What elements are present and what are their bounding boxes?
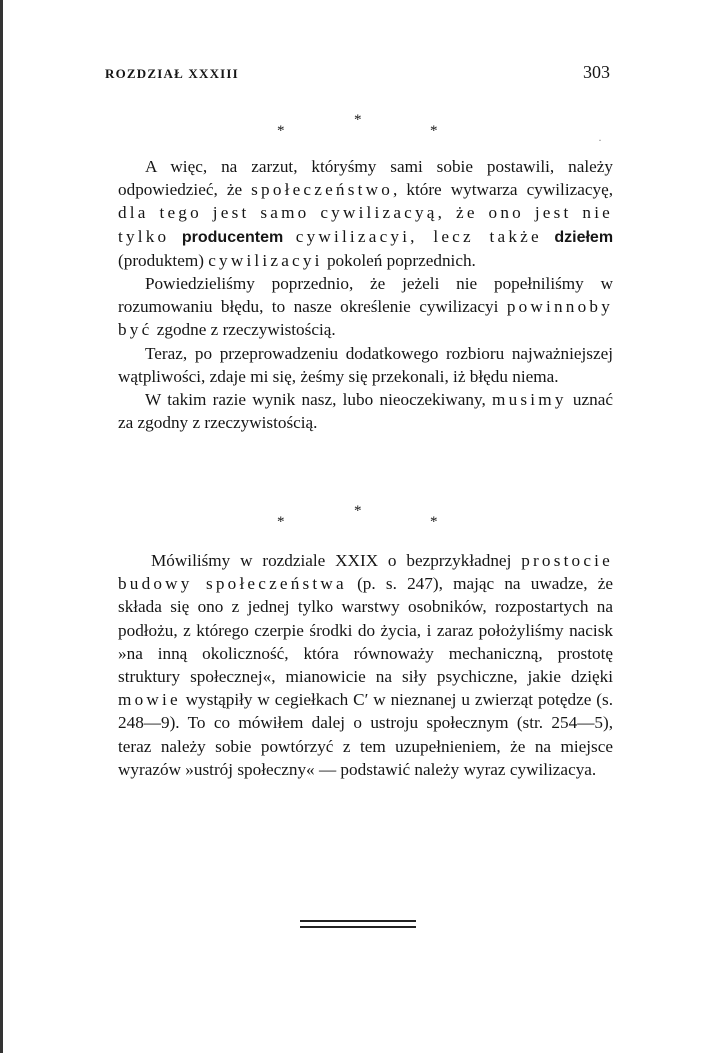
- paragraph: [118, 155, 613, 272]
- spaced-emphasis: dla tego jest samo cywilizacyą, że ono jest nie tylko: [118, 203, 613, 246]
- text-run: uznać za zgodny z rzeczywistością.: [118, 390, 613, 433]
- page-number: 303: [583, 62, 610, 82]
- spaced-emphasis: musimy: [492, 390, 567, 410]
- text-run: Teraz, po przeprowadzeniu dodatkowego rozbioru najważniejszej wątpliwości, zdaje mi się, żeśmy się przekonali, iż błędu niema.: [118, 343, 613, 386]
- text-run: W takim razie wynik nasz, lubo nieoczekiwany,: [145, 390, 493, 410]
- bold-term: producentem: [181, 228, 284, 246]
- paragraph: [118, 549, 613, 781]
- section-1-text: [118, 155, 613, 434]
- text-run: (produktem): [118, 250, 209, 270]
- bold-term: dziełem: [554, 228, 614, 246]
- section-2-text: [118, 549, 613, 781]
- text-run: zgodne z rzeczywistością.: [152, 320, 336, 340]
- spaced-emphasis: społeczeństwo: [251, 180, 393, 200]
- separator-star: *: [354, 503, 362, 519]
- section-separator-stars: [270, 112, 450, 140]
- page-spine-edge: [0, 0, 3, 1053]
- separator-star: *: [277, 514, 285, 530]
- spaced-emphasis: powinnoby być: [118, 297, 613, 340]
- text-run: pokoleń poprzednich.: [322, 250, 476, 270]
- text-run: (p. s. 247), mając na uwadze, że składa się ono z jednej tylko warstwy osobników, rozpostartych na podłożu, z którego czerpie środki do życia, i zaraz położyliśmy nacisk »na inną okoliczność, która równoważy mechaniczną, prostotę struktury społecznej«, mianowicie na siły psychiczne, jakie dzięki: [118, 574, 613, 687]
- spaced-emphasis: mowie: [118, 690, 181, 710]
- section-separator-stars: [270, 503, 450, 531]
- separator-star: *: [430, 123, 438, 139]
- separator-star: *: [354, 112, 362, 128]
- text-run: [283, 227, 296, 246]
- paragraph: [118, 272, 613, 342]
- print-speck: ·: [598, 133, 602, 147]
- end-of-chapter-double-rule: [300, 920, 416, 929]
- text-run: , które wytwarza cywilizacyę,: [393, 180, 613, 200]
- text-run: [169, 227, 182, 246]
- text-run: [542, 227, 555, 246]
- text-run: Mówiliśmy w rozdziale XXIX o bezprzykładnej: [151, 551, 522, 570]
- spaced-emphasis: cywilizacyi, lecz także: [295, 226, 542, 246]
- separator-star: *: [430, 514, 438, 530]
- running-head: ROZDZIAŁ XXXIII: [105, 66, 239, 81]
- paragraph: [118, 342, 613, 388]
- text-run: A więc, na zarzut, któryśmy sami sobie postawili, należy odpowiedzieć, że: [118, 157, 613, 200]
- text-run: Powiedzieliśmy poprzednio, że jeżeli nie popełniliśmy w rozumowaniu błędu, to nasze określenie cywilizacyi: [118, 274, 613, 317]
- separator-star: *: [277, 123, 285, 139]
- page-header: [105, 62, 610, 92]
- spaced-emphasis: cywilizacyi: [208, 250, 323, 270]
- paragraph: [118, 388, 613, 434]
- spaced-emphasis: prostocie budowy społeczeństwa: [118, 551, 613, 594]
- text-run: wystąpiły w cegiełkach C′ w nieznanej u zwierząt potędze (s. 248—9). To co mówiłem dalej o ustroju społecznym (str. 254—5), teraz należy sobie powtórzyć z tem uzupełnieniem, że na miejsce wyrazów »ustrój społeczny« — podstawić należy wyraz cywilizacya.: [118, 690, 613, 779]
